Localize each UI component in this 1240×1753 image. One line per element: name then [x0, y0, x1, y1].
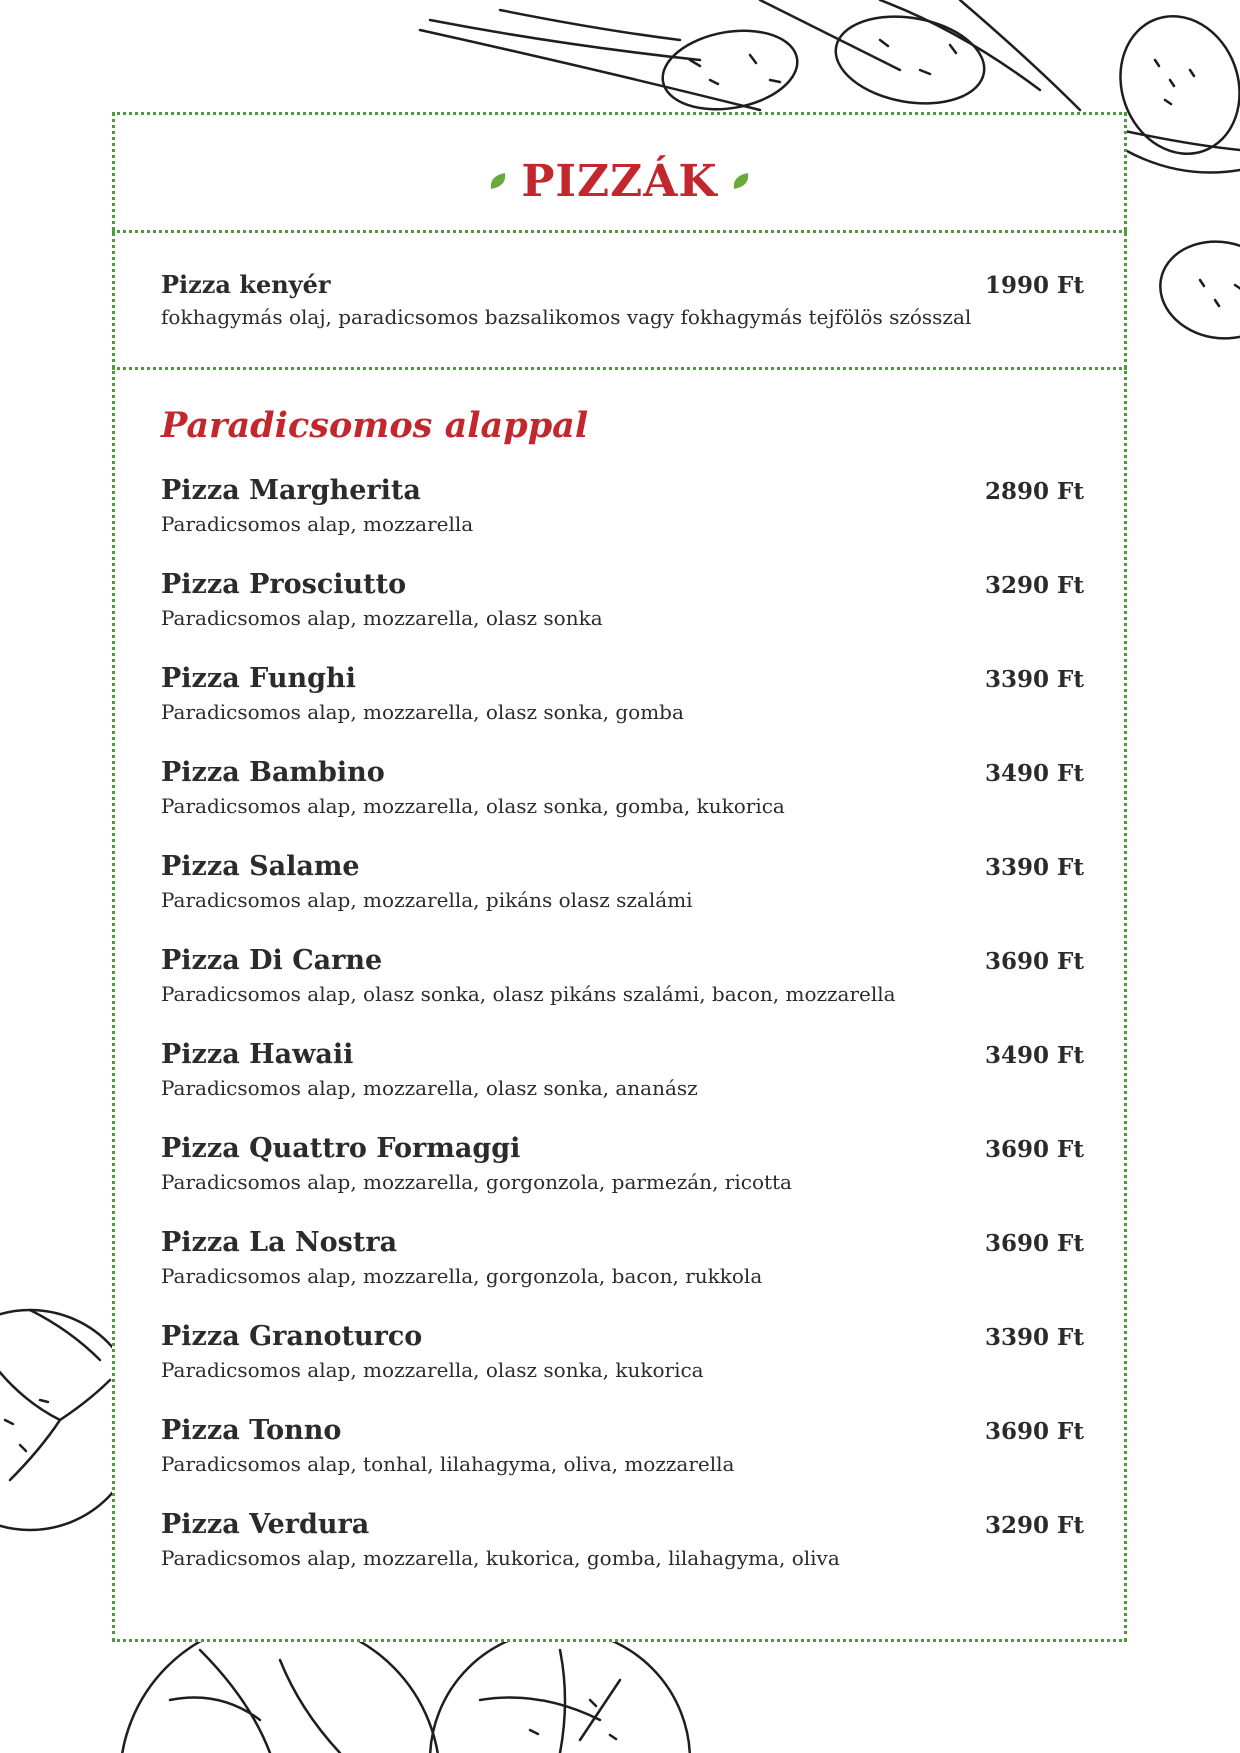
item-price: 3390 Ft	[985, 854, 1084, 881]
item-name: Pizza Hawaii	[161, 1039, 354, 1070]
leaf-icon	[730, 170, 752, 192]
menu-item	[161, 1133, 1084, 1194]
item-price: 3690 Ft	[985, 948, 1084, 975]
item-price: 3390 Ft	[985, 1324, 1084, 1351]
menu-item	[161, 1415, 1084, 1476]
item-price: 3690 Ft	[985, 1136, 1084, 1163]
starter-item	[161, 270, 1084, 329]
item-price: 2890 Ft	[985, 478, 1084, 505]
menu-item	[161, 851, 1084, 912]
leaf-icon	[487, 170, 509, 192]
menu-item	[161, 945, 1084, 1006]
item-name: Pizza Funghi	[161, 663, 356, 694]
divider	[112, 367, 1127, 370]
item-desc: Paradicsomos alap, mozzarella, gorgonzola, parmezán, ricotta	[161, 1170, 792, 1194]
item-desc: Paradicsomos alap, mozzarella, pikáns olasz szalámi	[161, 888, 693, 912]
item-name: Pizza Prosciutto	[161, 569, 407, 600]
item-desc: Paradicsomos alap, mozzarella, gorgonzola, bacon, rukkola	[161, 1264, 763, 1288]
item-name: Pizza Tonno	[161, 1415, 342, 1446]
item-desc: fokhagymás olaj, paradicsomos bazsalikomos vagy fokhagymás tejfölös szósszal	[161, 305, 972, 329]
header	[115, 153, 1124, 209]
section-title: Paradicsomos alappal	[161, 405, 589, 446]
item-price: 3390 Ft	[985, 666, 1084, 693]
item-name: Pizza Verdura	[161, 1509, 370, 1540]
menu-item	[161, 1039, 1084, 1100]
item-name: Pizza kenyér	[161, 270, 331, 299]
item-name: Pizza Salame	[161, 851, 360, 882]
menu-card	[112, 112, 1127, 1642]
item-price: 3490 Ft	[985, 760, 1084, 787]
item-name: Pizza La Nostra	[161, 1227, 398, 1258]
item-desc: Paradicsomos alap, mozzarella, olasz sonka, ananász	[161, 1076, 698, 1100]
item-desc: Paradicsomos alap, mozzarella, olasz sonka, gomba	[161, 700, 684, 724]
item-name: Pizza Bambino	[161, 757, 385, 788]
divider	[112, 230, 1127, 233]
menu-item	[161, 475, 1084, 536]
item-desc: Paradicsomos alap, mozzarella, olasz sonka, kukorica	[161, 1358, 704, 1382]
item-name: Pizza Quattro Formaggi	[161, 1133, 521, 1164]
page-title: PIZZÁK	[521, 155, 718, 207]
item-price: 3490 Ft	[985, 1042, 1084, 1069]
item-name: Pizza Granoturco	[161, 1321, 423, 1352]
menu-item	[161, 757, 1084, 818]
item-name: Pizza Margherita	[161, 475, 421, 506]
item-desc: Paradicsomos alap, mozzarella	[161, 512, 474, 536]
menu-item	[161, 569, 1084, 630]
item-name: Pizza Di Carne	[161, 945, 383, 976]
item-price: 3290 Ft	[985, 1512, 1084, 1539]
item-price: 3290 Ft	[985, 572, 1084, 599]
item-desc: Paradicsomos alap, mozzarella, olasz sonka, gomba, kukorica	[161, 794, 785, 818]
item-desc: Paradicsomos alap, mozzarella, olasz sonka	[161, 606, 603, 630]
menu-item	[161, 1509, 1084, 1570]
item-price: 1990 Ft	[985, 272, 1084, 299]
item-desc: Paradicsomos alap, mozzarella, kukorica, gomba, lilahagyma, oliva	[161, 1546, 840, 1570]
item-price: 3690 Ft	[985, 1418, 1084, 1445]
item-desc: Paradicsomos alap, olasz sonka, olasz pikáns szalámi, bacon, mozzarella	[161, 982, 896, 1006]
menu-item	[161, 1227, 1084, 1288]
item-desc: Paradicsomos alap, tonhal, lilahagyma, oliva, mozzarella	[161, 1452, 735, 1476]
menu-item	[161, 663, 1084, 724]
menu-item	[161, 1321, 1084, 1382]
item-price: 3690 Ft	[985, 1230, 1084, 1257]
